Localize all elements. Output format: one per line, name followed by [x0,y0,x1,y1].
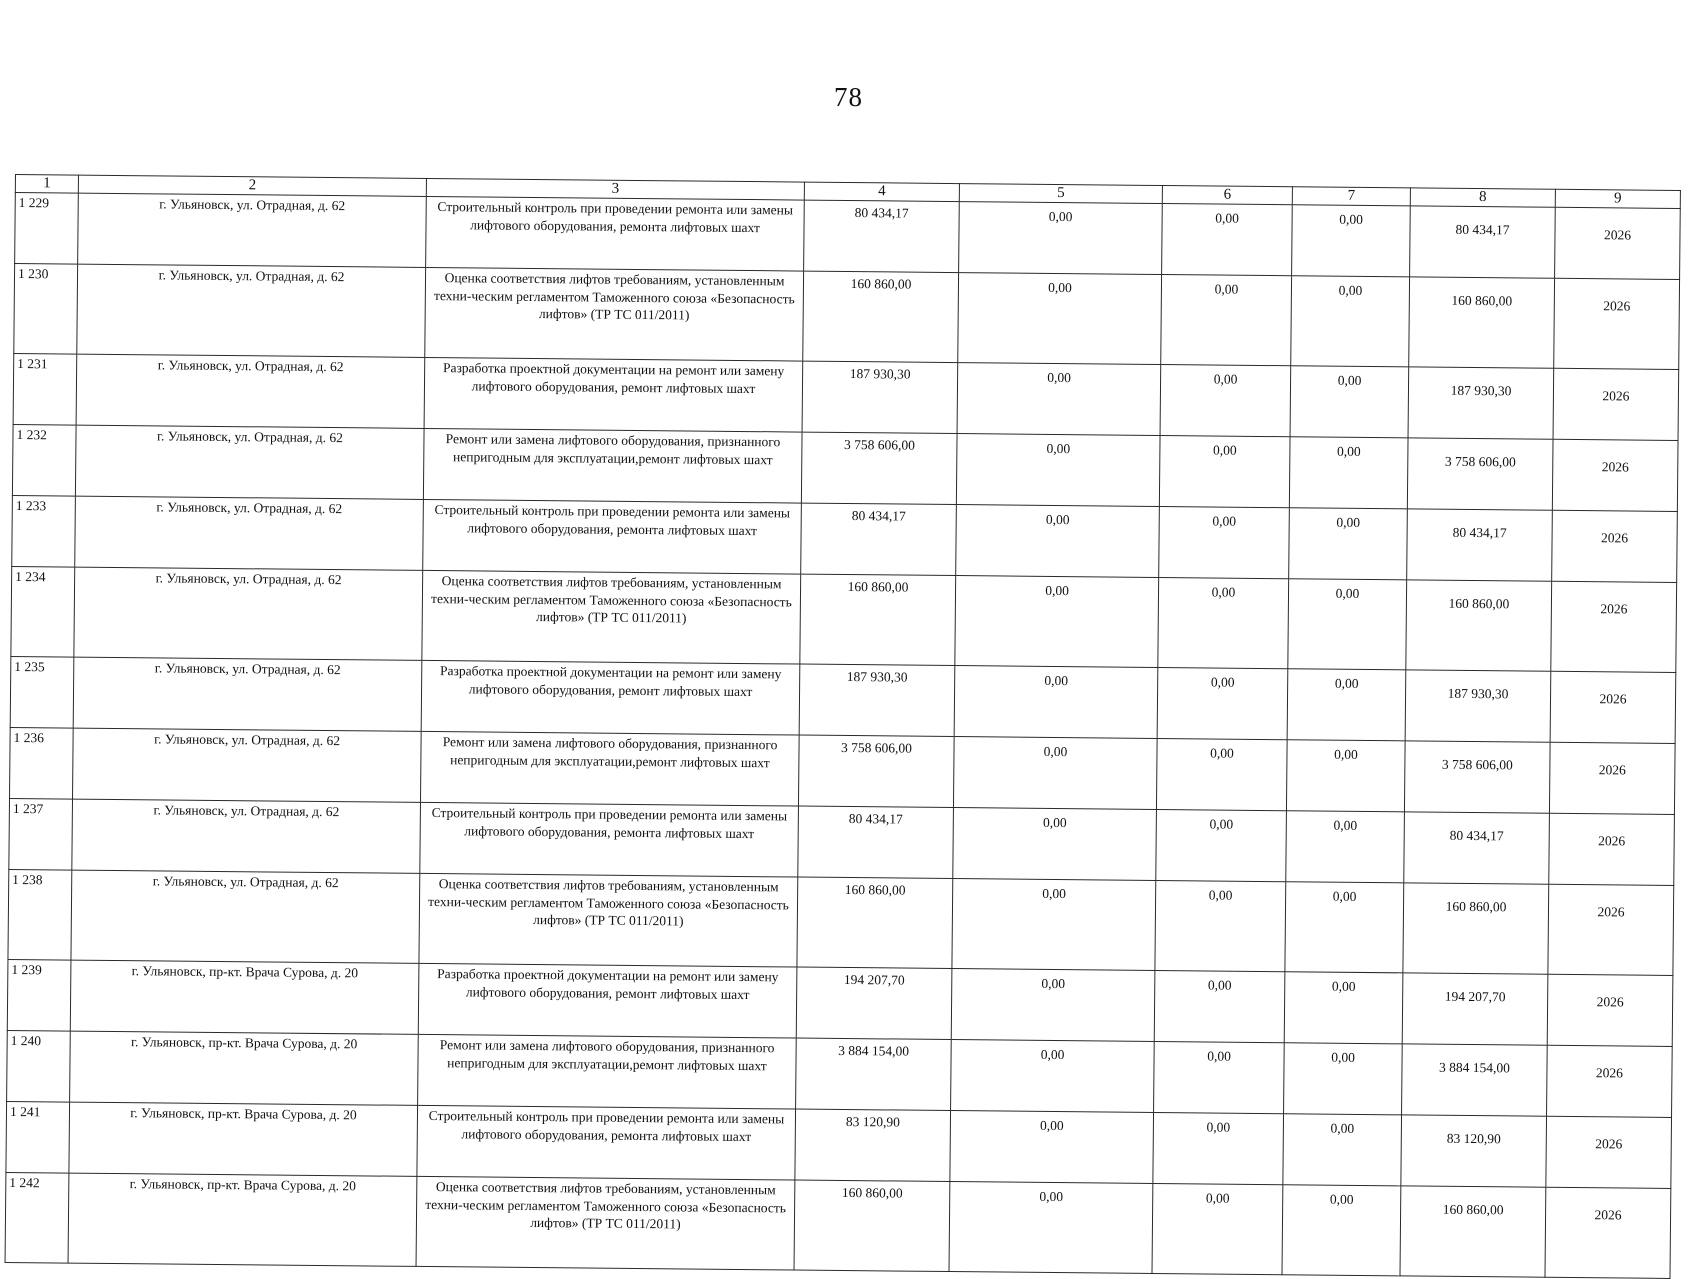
column-header: 1 [15,175,78,194]
work-description-cell: Оценка соответствия лифтов требованиям, установленным техни-ческим регламентом Таможенного союза «Безопасность лифтов» (ТР ТС 011/2011) [422,570,801,664]
amount-cell: 187 930,30 [1408,367,1554,439]
row-number: 1 236 [10,727,74,799]
amount-cell: 0,00 [1154,970,1285,1042]
year-cell: 2026 [1547,974,1673,1046]
amount-cell: 0,00 [1284,972,1403,1044]
amount-cell: 0,00 [1154,1041,1285,1113]
amount-cell: 187 930,30 [1405,670,1551,742]
year-cell: 2026 [1545,1187,1671,1278]
amount-cell: 0,00 [956,505,1160,578]
work-description-cell: Оценка соответствия лифтов требованиям, установленным техни-ческим регламентом Таможенного союза «Безопасность лифтов» (ТР ТС 011/2011) [425,267,804,361]
work-description-cell: Строительный контроль при проведении ремонта или замены лифтового оборудования, ремонта лифтовых шахт [426,196,805,271]
amount-cell: 83 120,90 [795,1109,951,1181]
amount-cell: 0,00 [959,202,1163,275]
address-cell: г. Ульяновск, ул. Отрадная, д. 62 [72,799,421,873]
work-description-cell: Разработка проектной документации на ремонт или замену лифтового оборудования, ремонт лифтовых шахт [418,963,797,1038]
address-cell: г. Ульяновск, ул. Отрадная, д. 62 [74,567,423,660]
amount-cell: 3 758 606,00 [801,432,957,504]
row-number: 1 234 [11,566,75,657]
amount-cell: 160 860,00 [1406,580,1552,671]
year-cell: 2026 [1553,368,1679,440]
column-header: 3 [426,178,804,200]
amount-cell: 0,00 [954,666,1158,739]
year-cell: 2026 [1546,1116,1672,1188]
amount-cell: 0,00 [1287,669,1406,741]
works-table [5,174,1681,1279]
column-header: 2 [78,175,426,196]
amount-cell: 194 207,70 [1402,973,1548,1045]
address-cell: г. Ульяновск, ул. Отрадная, д. 62 [75,425,424,499]
amount-cell: 0,00 [956,434,1160,507]
amount-cell: 3 758 606,00 [1407,438,1553,510]
amount-cell: 0,00 [953,808,1157,881]
amount-cell: 0,00 [1291,276,1410,367]
work-description-cell: Ремонт или замена лифтового оборудования, признанного непригодным для эксплуатации,ремонт лифтовых шахт [418,1034,797,1109]
amount-cell: 0,00 [1292,205,1411,277]
address-cell: г. Ульяновск, ул. Отрадная, д. 62 [73,728,422,802]
table-body [5,193,1680,1279]
column-header: 5 [959,184,1162,204]
page-number: 78 [834,82,863,112]
amount-cell: 0,00 [1286,811,1405,883]
address-cell: г. Ульяновск, ул. Отрадная, д. 62 [77,264,426,357]
amount-cell: 160 860,00 [1409,277,1555,368]
amount-cell: 0,00 [1285,882,1404,973]
row-number: 1 229 [15,193,79,265]
row-number: 1 233 [12,495,76,567]
year-cell: 2026 [1547,1045,1673,1117]
table-row [11,566,1677,672]
row-number: 1 238 [8,869,72,960]
address-cell: г. Ульяновск, ул. Отрадная, д. 62 [73,657,422,731]
amount-cell: 80 434,17 [804,200,960,272]
row-number: 1 232 [12,424,76,496]
address-cell: г. Ульяновск, ул. Отрадная, д. 62 [75,496,424,570]
column-header: 8 [1410,188,1555,207]
year-cell: 2026 [1552,439,1678,511]
amount-cell: 160 860,00 [1400,1186,1546,1277]
address-cell: г. Ульяновск, ул. Отрадная, д. 62 [78,193,427,267]
amount-cell: 0,00 [1289,437,1408,509]
column-header: 4 [804,182,959,201]
amount-cell: 194 207,70 [796,967,952,1039]
amount-cell: 0,00 [1290,366,1409,438]
amount-cell: 0,00 [1283,1114,1402,1186]
address-cell: г. Ульяновск, пр-кт. Врача Сурова, д. 20 [68,1173,417,1266]
amount-cell: 187 930,30 [802,361,958,433]
amount-cell: 160 860,00 [797,877,953,968]
amount-cell: 3 758 606,00 [1404,741,1550,813]
amount-cell: 160 860,00 [803,271,959,362]
amount-cell: 0,00 [950,1111,1154,1184]
amount-cell: 0,00 [952,879,1156,971]
year-cell: 2026 [1548,884,1674,975]
row-number: 1 242 [5,1172,69,1263]
table-row [14,264,1680,370]
amount-cell: 0,00 [1156,738,1287,810]
column-header: 6 [1162,186,1292,205]
year-cell: 2026 [1555,207,1681,279]
amount-cell: 80 434,17 [801,503,957,575]
amount-cell: 80 434,17 [1410,206,1556,278]
amount-cell: 0,00 [1159,436,1290,508]
amount-cell: 0,00 [957,363,1161,436]
work-description-cell: Оценка соответствия лифтов требованиям, установленным техни-ческим регламентом Таможенного союза «Безопасность лифтов» (ТР ТС 011/2011) [416,1176,795,1270]
amount-cell: 3 758 606,00 [798,735,954,807]
table-row [8,869,1674,975]
amount-cell: 0,00 [1159,507,1290,579]
amount-cell: 0,00 [1286,740,1405,812]
row-number: 1 240 [7,1030,71,1102]
year-cell: 2026 [1550,671,1676,743]
amount-cell: 0,00 [958,273,1162,365]
row-number: 1 230 [14,264,78,355]
amount-cell: 0,00 [1152,1183,1283,1274]
address-cell: г. Ульяновск, пр-кт. Врача Сурова, д. 20 [69,1102,418,1176]
year-cell: 2026 [1549,813,1675,885]
work-description-cell: Строительный контроль при проведении ремонта или замены лифтового оборудования, ремонта лифтовых шахт [423,499,802,574]
row-number: 1 235 [10,656,74,728]
amount-cell: 0,00 [955,576,1159,668]
amount-cell: 3 884 154,00 [796,1038,952,1110]
amount-cell: 80 434,17 [798,806,954,878]
amount-cell: 0,00 [1156,809,1287,881]
amount-cell: 0,00 [1284,1043,1403,1115]
year-cell: 2026 [1551,581,1677,672]
amount-cell: 0,00 [1158,577,1289,668]
address-cell: г. Ульяновск, ул. Отрадная, д. 62 [76,354,425,428]
year-cell: 2026 [1554,278,1680,369]
address-cell: г. Ульяновск, пр-кт. Врача Сурова, д. 20 [70,960,419,1034]
amount-cell: 0,00 [949,1182,1153,1274]
amount-cell: 0,00 [1155,880,1286,971]
amount-cell: 0,00 [1153,1112,1284,1184]
amount-cell: 0,00 [1282,1185,1401,1276]
amount-cell: 0,00 [1289,508,1408,580]
amount-cell: 160 860,00 [1403,883,1549,974]
amount-cell: 80 434,17 [1407,509,1553,581]
amount-cell: 160 860,00 [794,1180,950,1271]
amount-cell: 187 930,30 [799,664,955,736]
year-cell: 2026 [1552,510,1678,582]
amount-cell: 83 120,90 [1401,1115,1547,1187]
work-description-cell: Ремонт или замена лифтового оборудования, признанного непригодным для эксплуатации,ремонт лифтовых шахт [423,428,802,503]
table-row [5,1172,1671,1278]
amount-cell: 3 884 154,00 [1402,1044,1548,1116]
amount-cell: 0,00 [1157,667,1288,739]
work-description-cell: Оценка соответствия лифтов требованиям, установленным техни-ческим регламентом Таможенного союза «Безопасность лифтов» (ТР ТС 011/2011) [419,873,798,967]
work-description-cell: Строительный контроль при проведении ремонта или замены лифтового оборудования, ремонта лифтовых шахт [417,1105,796,1180]
amount-cell: 0,00 [1288,579,1407,670]
row-number: 1 239 [7,959,71,1031]
amount-cell: 0,00 [953,737,1157,810]
amount-cell: 0,00 [1160,365,1291,437]
address-cell: г. Ульяновск, пр-кт. Врача Сурова, д. 20 [70,1031,419,1105]
row-number: 1 241 [6,1101,70,1173]
amount-cell: 0,00 [951,1040,1155,1113]
work-description-cell: Разработка проектной документации на ремонт или замену лифтового оборудования, ремонт лифтовых шахт [424,357,803,432]
work-description-cell: Разработка проектной документации на ремонт или замену лифтового оборудования, ремонт лифтовых шахт [421,660,800,735]
address-cell: г. Ульяновск, ул. Отрадная, д. 62 [71,870,420,963]
amount-cell: 0,00 [951,969,1155,1042]
table-container [5,174,1680,1279]
year-cell: 2026 [1549,742,1675,814]
amount-cell: 80 434,17 [1404,812,1550,884]
amount-cell: 160 860,00 [800,574,956,665]
column-header: 9 [1555,189,1680,208]
amount-cell: 0,00 [1162,204,1293,276]
work-description-cell: Строительный контроль при проведении ремонта или замены лифтового оборудования, ремонта лифтовых шахт [420,802,799,877]
row-number: 1 231 [13,353,77,425]
work-description-cell: Ремонт или замена лифтового оборудования, признанного непригодным для эксплуатации,ремонт лифтовых шахт [420,731,799,806]
column-header: 7 [1292,187,1410,206]
amount-cell: 0,00 [1161,275,1292,366]
row-number: 1 237 [9,798,73,870]
